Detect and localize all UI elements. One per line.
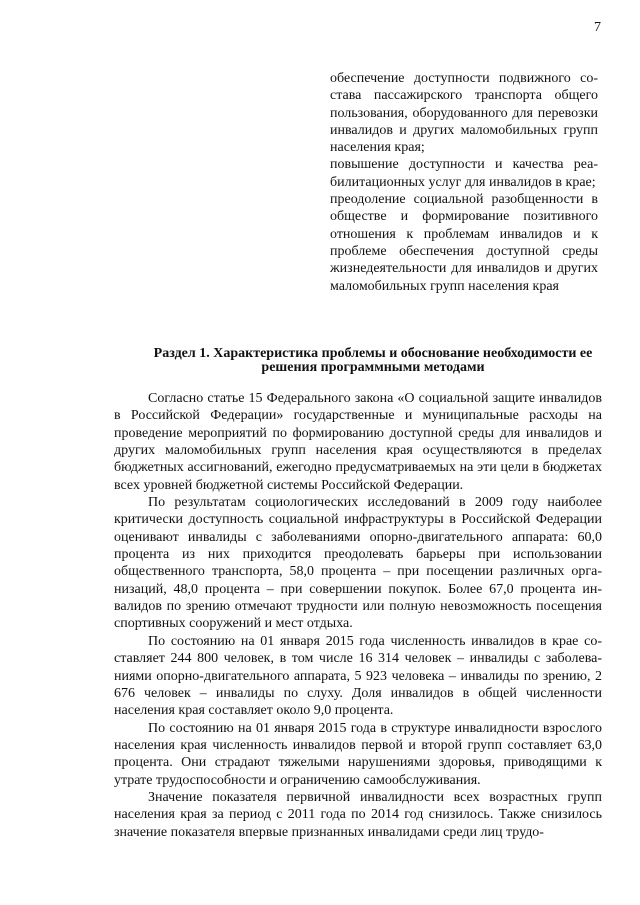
goal-item: повышение доступности и качества реабилитационных услуг для инвалидов в крае; (330, 157, 598, 190)
paragraph: Согласно статье 15 Федерального закона «О социальной защите инвалидов в Российской Федерации» государственные и муниципальные расходы на проведение мероприятий по формированию доступной среды для инвалидов и других маломобильных групп населения края осуществляются в пределах бюджетных ассигнований, ежегодно предусматриваемых на эти цели в бюджетах всех уровней бюджетной системы Российской Федерации. (114, 391, 602, 493)
paragraph: По результатам социологических исследований в 2009 году наиболее критически доступность социальной инфраструктуры в Российской Федерации оценивают инвалиды с заболеваниями опорно-двигательного аппарата: 60,0 процента из них приходится преодолевать барьеры при использовании общественного транспорта, 58,0 процента – при посещении различных организаций, 48,0 процента – при совершении покупок. Более 67,0 процента инвалидов по зрению отмечают трудности или полную невозможность посещения спортивных сооружений и мест отдыха. (114, 495, 602, 632)
body-text (114, 390, 602, 841)
section-title: Раздел 1. Характеристика проблемы и обоснование необходимости ее решения программными методами (153, 346, 593, 375)
goal-item: преодоление социальной разобщенности в обществе и формирование позитивного отношения к проблемам инвалидов и к проблеме обеспечения доступной среды жизнедеятельности для инвалидов и других маломобильных групп населения края (330, 192, 598, 294)
goal-item: обеспечение доступности подвижного состава пассажирского транспорта общего пользования, оборудованного для перевозки инвалидов и других маломобильных групп населения края; (330, 71, 598, 156)
paragraph: По состоянию на 01 января 2015 года численность инвалидов в крае составляет 244 800 человек, в том числе 16 314 человек – инвалиды с заболеваниями опорно-двигательного аппарата, 5 923 человека – инвалиды по зрению, 2 676 человек – инвалиды по слуху. Доля инвалидов в общей численности населения края составляет около 9,0 процента. (114, 633, 602, 719)
page-number: 7 (594, 20, 601, 35)
goals-list (330, 70, 598, 295)
paragraph: По состоянию на 01 января 2015 года в структуре инвалидности взрослого населения края численность инвалидов первой и второй групп составляет 63,0 процента. Они страдают тяжелыми нарушениями здоровья, приводящими к утрате трудоспособности и ограничению самообслуживания. (114, 720, 602, 788)
paragraph: Значение показателя первичной инвалидности всех возрастных групп населения края за период с 2011 года по 2014 год снизилось. Также снизилось значение показателя впервые признанных инвалидами среди лиц трудо- (114, 789, 602, 840)
